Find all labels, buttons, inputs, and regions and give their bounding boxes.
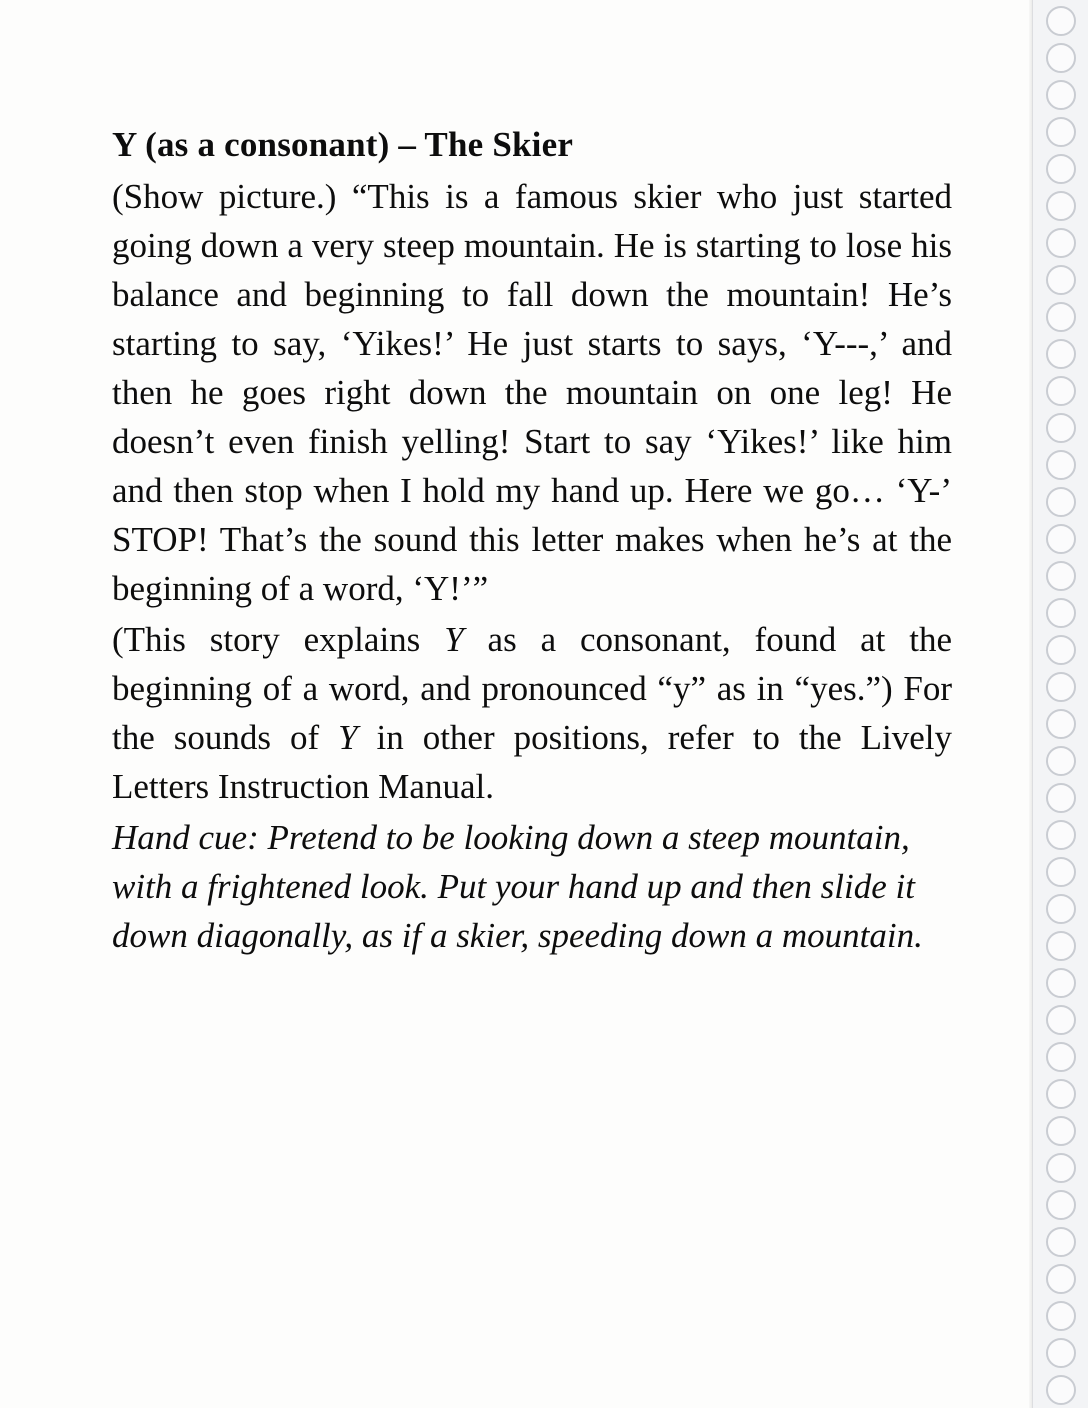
binding-ring	[1046, 265, 1076, 295]
binding-ring	[1046, 1375, 1076, 1405]
binding-ring	[1046, 1227, 1076, 1257]
binding-ring	[1046, 80, 1076, 110]
binding-ring	[1046, 413, 1076, 443]
binding-ring	[1046, 1301, 1076, 1331]
binding-ring	[1046, 1079, 1076, 1109]
spiral-binding	[1032, 0, 1088, 1408]
binding-ring	[1046, 6, 1076, 36]
binding-ring	[1046, 302, 1076, 332]
binding-ring	[1046, 339, 1076, 369]
binding-ring	[1046, 561, 1076, 591]
binding-ring	[1046, 820, 1076, 850]
binding-ring	[1046, 1116, 1076, 1146]
binding-ring	[1046, 894, 1076, 924]
hand-cue-label: Hand cue:	[112, 818, 259, 857]
binding-ring	[1046, 968, 1076, 998]
paragraph-hand-cue: Hand cue: Pretend to be looking down a steep mountain, with a frightened look. Put your hand up and then slide it down diagonally, as if a skier, speeding down a mountain.	[112, 818, 923, 955]
binding-ring	[1046, 1153, 1076, 1183]
binding-ring	[1046, 43, 1076, 73]
binding-ring	[1046, 450, 1076, 480]
binding-ring	[1046, 524, 1076, 554]
binding-ring	[1046, 672, 1076, 702]
binding-ring	[1046, 1264, 1076, 1294]
binding-ring	[1046, 1338, 1076, 1368]
binding-ring	[1046, 228, 1076, 258]
binding-ring	[1046, 746, 1076, 776]
binding-ring	[1046, 783, 1076, 813]
page-title: Y (as a consonant) – The Skier	[112, 125, 574, 164]
binding-ring	[1046, 487, 1076, 517]
binding-ring	[1046, 154, 1076, 184]
binding-ring	[1046, 1005, 1076, 1035]
binding-ring	[1046, 117, 1076, 147]
binding-ring	[1046, 598, 1076, 628]
binding-ring	[1046, 857, 1076, 887]
binding-ring	[1046, 1042, 1076, 1072]
binding-ring	[1046, 376, 1076, 406]
paragraph-story: (Show picture.) “This is a famous skier who just started going down a very steep mountain. He is starting to lose his balance and beginning to fall down the mountain! He’s starting to say, ‘Yikes!’ He just starts to says, ‘Y---,’ and then he goes right down the mountain on one leg! He doesn’t even finish yelling! Start to say ‘Yikes!’ like him and then stop when I hold my hand up. Here we go… ‘Y-’ STOP! That’s the sound this letter makes when he’s at the beginning of a word, ‘Y!’”	[112, 177, 952, 608]
paragraph-explanation: (This story explains Y as a consonant, found at the beginning of a word, and pronounced “y” as in “yes.”) For the sounds of Y in other positions, refer to the Lively Letters Instruction Manual.	[112, 620, 952, 806]
binding-ring	[1046, 635, 1076, 665]
binding-ring	[1046, 1190, 1076, 1220]
binding-ring	[1046, 709, 1076, 739]
binding-ring	[1046, 191, 1076, 221]
binding-ring	[1046, 931, 1076, 961]
document-body	[112, 124, 952, 960]
